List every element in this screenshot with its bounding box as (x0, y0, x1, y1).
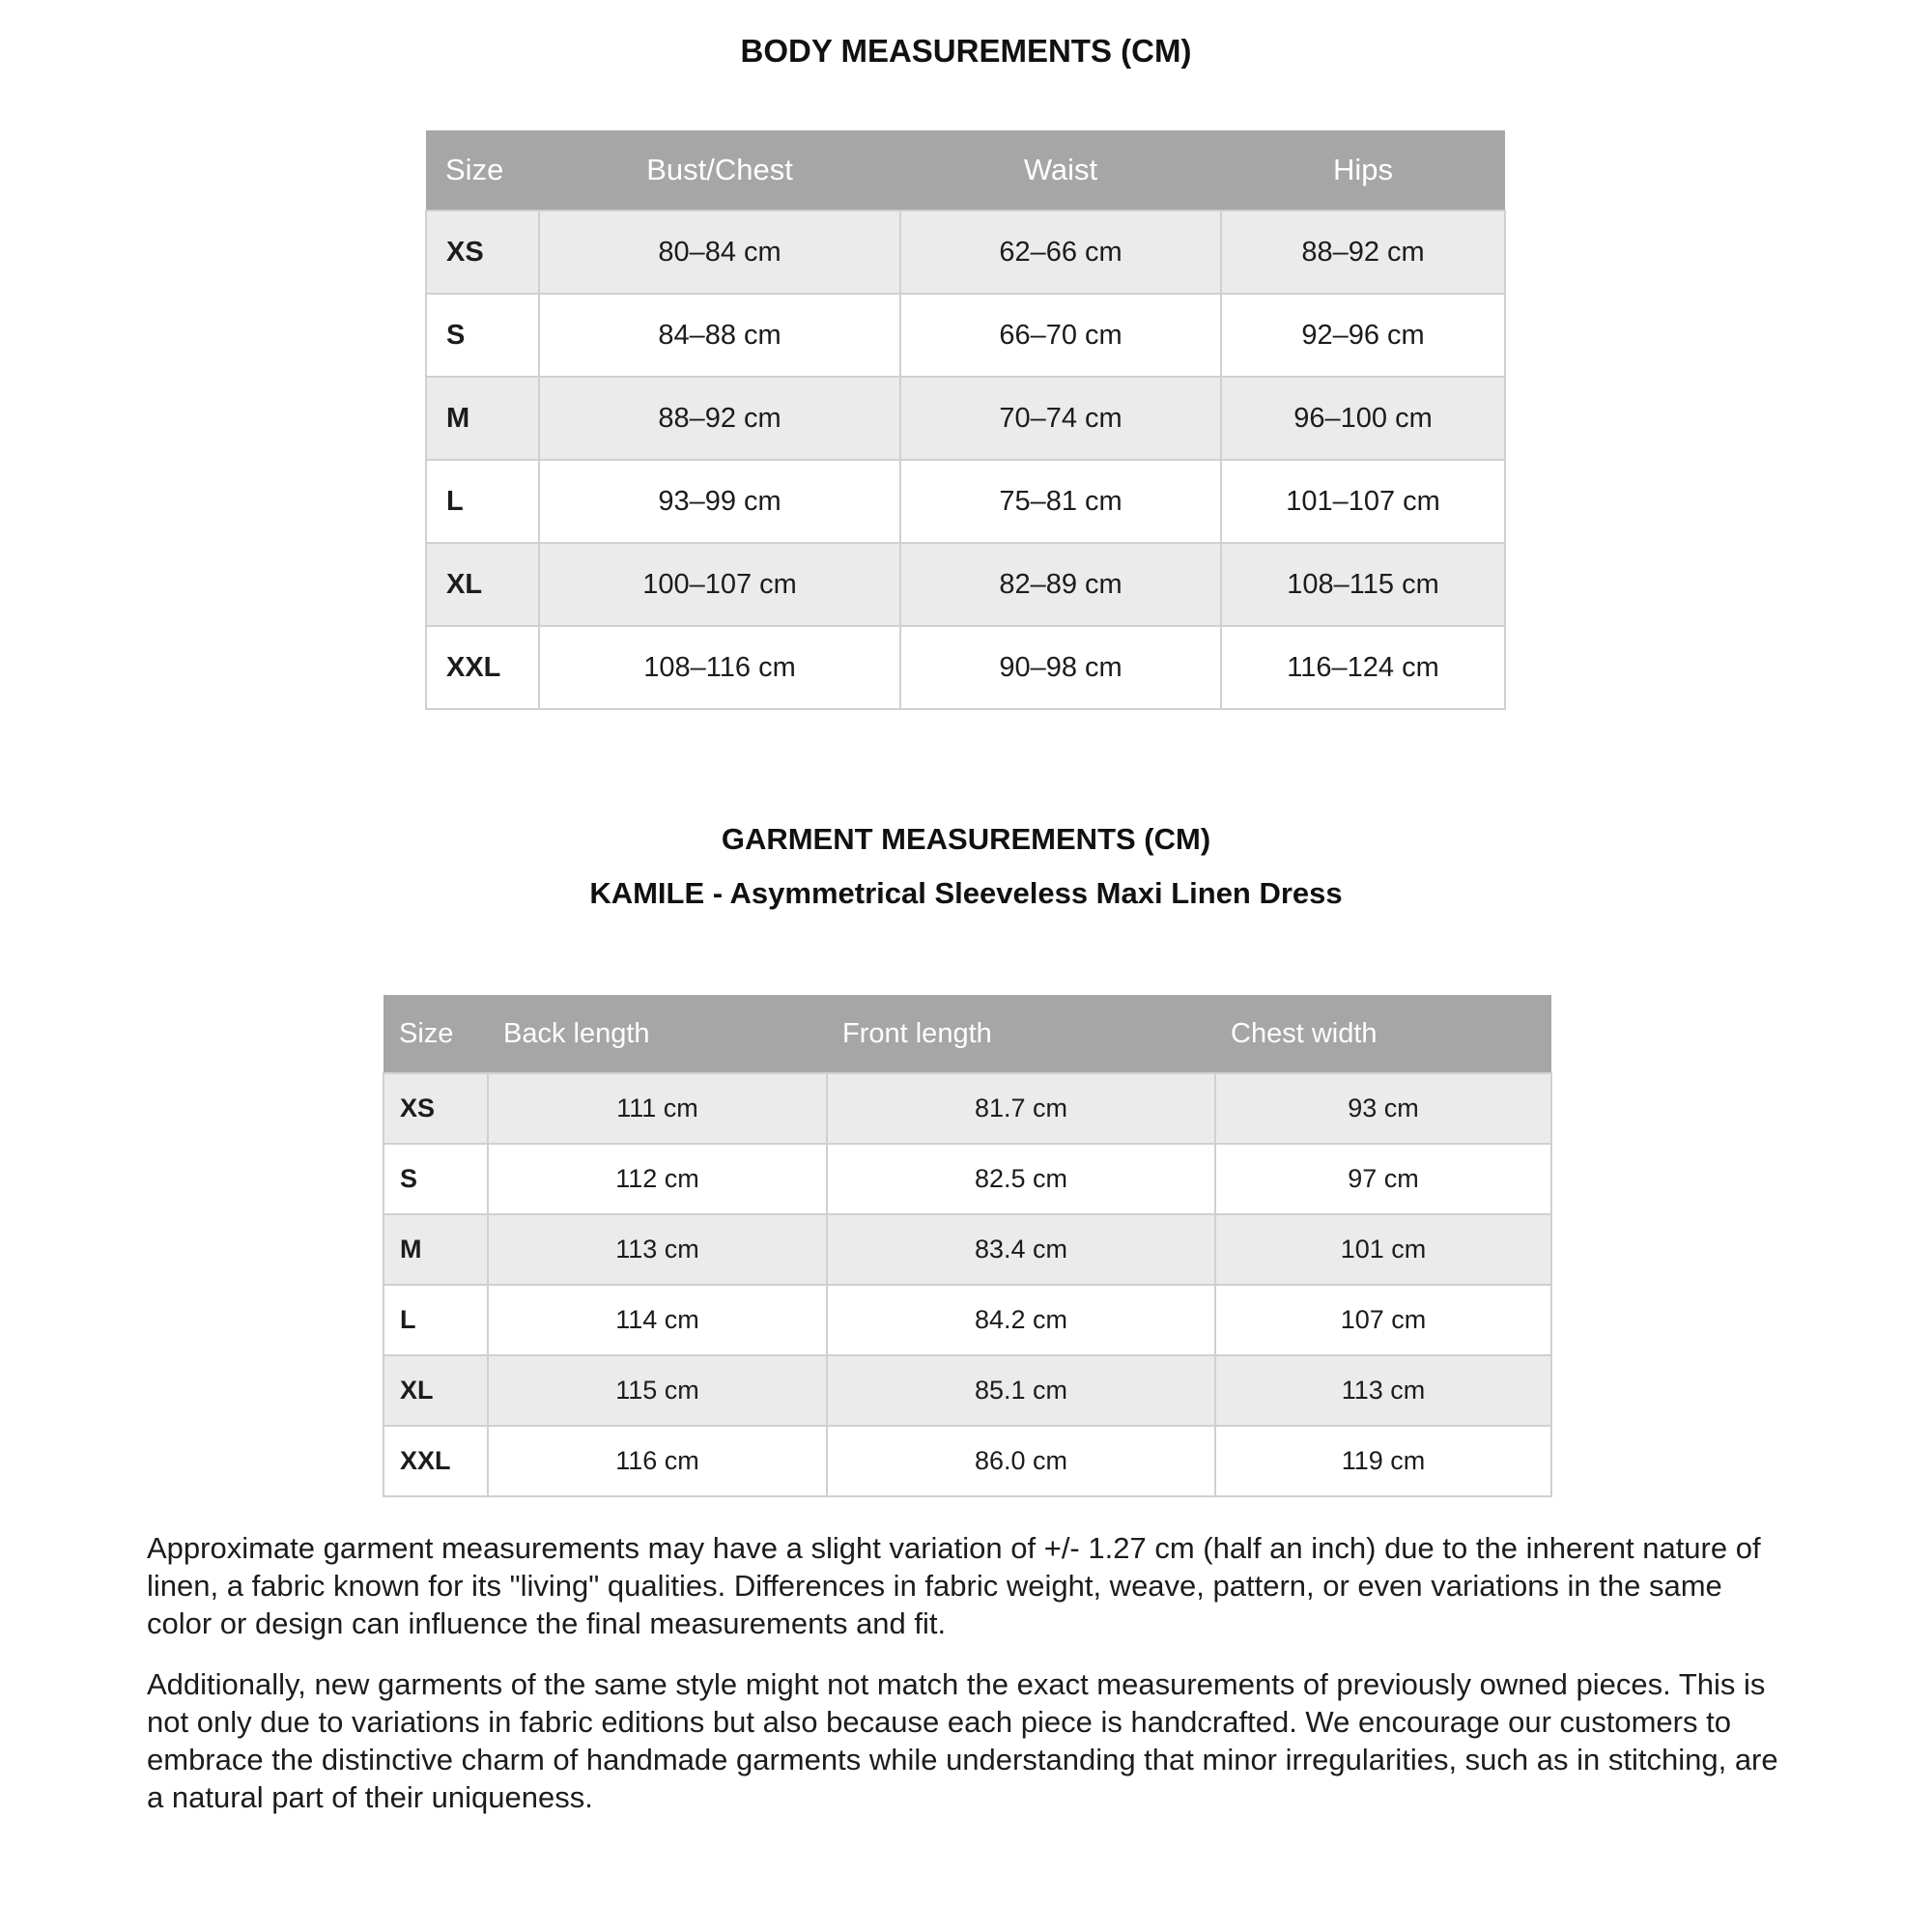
value-cell: 97 cm (1215, 1144, 1551, 1214)
table-row (426, 294, 1505, 377)
value-cell: 92–96 cm (1221, 294, 1505, 377)
value-cell: 108–116 cm (539, 626, 900, 709)
value-cell: 66–70 cm (900, 294, 1221, 377)
value-cell: 85.1 cm (827, 1355, 1215, 1426)
value-cell: 93–99 cm (539, 460, 900, 543)
value-cell: 82.5 cm (827, 1144, 1215, 1214)
table-row (426, 626, 1505, 709)
column-header-front-length: Front length (827, 995, 1215, 1073)
value-cell: 111 cm (488, 1073, 827, 1144)
value-cell: 83.4 cm (827, 1214, 1215, 1285)
size-cell: XS (426, 211, 539, 294)
table-row (384, 1073, 1551, 1144)
table-row (426, 377, 1505, 460)
value-cell: 116–124 cm (1221, 626, 1505, 709)
value-cell: 84.2 cm (827, 1285, 1215, 1355)
table-row (384, 1355, 1551, 1426)
size-cell: XL (384, 1355, 488, 1426)
table-row (384, 1214, 1551, 1285)
garment-measurements-table (383, 995, 1552, 1497)
garment-measurements-title: GARMENT MEASUREMENTS (CM) (721, 822, 1211, 856)
measurement-disclaimer (147, 1529, 1789, 1839)
size-cell: XXL (426, 626, 539, 709)
table-row (384, 1426, 1551, 1496)
column-header-waist: Waist (900, 130, 1221, 211)
disclaimer-paragraph-1: Approximate garment measurements may have a slight variation of +/- 1.27 cm (half an inch) due to the inherent nature of linen, a fabric known for its "living" qualities. Differences in fabric weight, weave, pattern, or even variations in the same color or design can influence the final measurements and fit. (147, 1531, 1761, 1640)
value-cell: 113 cm (488, 1214, 827, 1285)
column-header-chest-width: Chest width (1215, 995, 1551, 1073)
value-cell: 108–115 cm (1221, 543, 1505, 626)
body-measurements-table (425, 130, 1506, 710)
size-cell: XS (384, 1073, 488, 1144)
table-row (426, 211, 1505, 294)
value-cell: 84–88 cm (539, 294, 900, 377)
column-header-size: Size (384, 995, 488, 1073)
value-cell: 96–100 cm (1221, 377, 1505, 460)
value-cell: 115 cm (488, 1355, 827, 1426)
value-cell: 116 cm (488, 1426, 827, 1496)
value-cell: 93 cm (1215, 1073, 1551, 1144)
table-row (426, 460, 1505, 543)
disclaimer-paragraph-2: Additionally, new garments of the same style might not match the exact measurements of previously owned pieces. This is not only due to variations in fabric editions but also because each piece is handcrafted. We encourage our customers to embrace the distinctive charm of handmade garments while understanding that minor irregularities, such as in stitching, are a natural part of their uniqueness. (147, 1667, 1778, 1814)
value-cell: 90–98 cm (900, 626, 1221, 709)
value-cell: 82–89 cm (900, 543, 1221, 626)
size-cell: XXL (384, 1426, 488, 1496)
value-cell: 88–92 cm (1221, 211, 1505, 294)
size-cell: L (426, 460, 539, 543)
column-header-size: Size (426, 130, 539, 211)
size-cell: S (426, 294, 539, 377)
column-header-hips: Hips (1221, 130, 1505, 211)
column-header-bust-chest: Bust/Chest (539, 130, 900, 211)
garment-product-subtitle: KAMILE - Asymmetrical Sleeveless Maxi Linen Dress (589, 876, 1343, 910)
value-cell: 70–74 cm (900, 377, 1221, 460)
value-cell: 101 cm (1215, 1214, 1551, 1285)
table-row (426, 543, 1505, 626)
size-cell: M (426, 377, 539, 460)
column-header-back-length: Back length (488, 995, 827, 1073)
value-cell: 81.7 cm (827, 1073, 1215, 1144)
size-cell: XL (426, 543, 539, 626)
table-header-row (426, 130, 1505, 211)
value-cell: 62–66 cm (900, 211, 1221, 294)
value-cell: 80–84 cm (539, 211, 900, 294)
value-cell: 112 cm (488, 1144, 827, 1214)
value-cell: 119 cm (1215, 1426, 1551, 1496)
value-cell: 75–81 cm (900, 460, 1221, 543)
size-cell: S (384, 1144, 488, 1214)
body-measurements-title: BODY MEASUREMENTS (CM) (740, 33, 1192, 69)
value-cell: 88–92 cm (539, 377, 900, 460)
table-row (384, 1285, 1551, 1355)
value-cell: 100–107 cm (539, 543, 900, 626)
value-cell: 101–107 cm (1221, 460, 1505, 543)
table-row (384, 1144, 1551, 1214)
value-cell: 86.0 cm (827, 1426, 1215, 1496)
value-cell: 107 cm (1215, 1285, 1551, 1355)
size-cell: L (384, 1285, 488, 1355)
value-cell: 113 cm (1215, 1355, 1551, 1426)
value-cell: 114 cm (488, 1285, 827, 1355)
size-cell: M (384, 1214, 488, 1285)
table-header-row (384, 995, 1551, 1073)
